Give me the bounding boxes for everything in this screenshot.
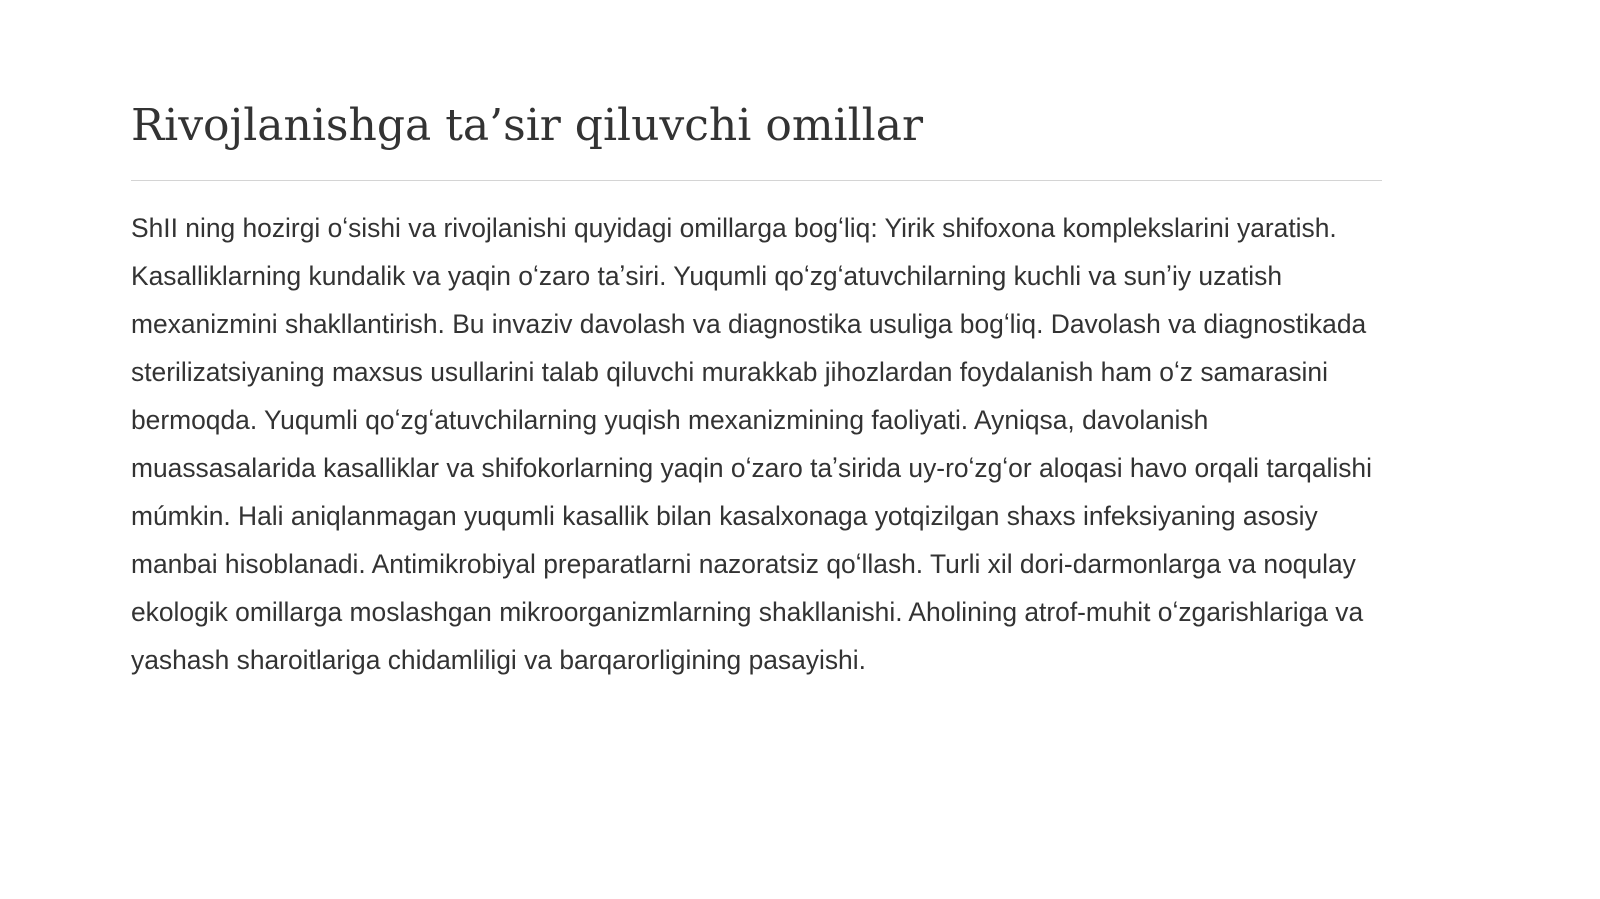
slide-body-text: ShII ning hozirgi oʻsishi va rivojlanishi quyidagi omillarga bogʻliq: Yirik shifoxona komplekslarini yaratish. Kasalliklarning kundalik va yaqin oʻzaro taʼsiri. Yuqumli qoʻzgʻatuvchilarning kuchli va sunʼiy uzatish mexanizmini shakllantirish. Bu invaziv davolash va diagnostika usuliga bogʻliq. Davolash va diagnostikada sterilizatsiyaning maxsus usullarini talab qiluvchi murakkab jihozlardan foydalanish ham oʻz samarasini bermoqda. Yuqumli qoʻzgʻatuvchilarning yuqish mexanizmining faoliyati. Ayniqsa, davolanish muassasalarida kasalliklar va shifokorlarning yaqin oʻzaro taʼsirida uy-roʻzgʻor aloqasi havo orqali tarqalishi múmkin. Hali aniqlanmagan yuqumli kasallik bilan kasalxonaga yotqizilgan shaxs infeksiyaning asosiy manbai hisoblanadi. Antimikrobiyal preparatlarni nazoratsiz qoʻllash. Turli xil dori-darmonlarga va noqulay ekologik omillarga moslashgan mikroorganizmlarning shakllanishi. Aholining atrof-muhit oʻzgarishlariga va yashash sharoitlariga chidamliligi va barqarorligining pasayishi. [131, 213, 1372, 675]
title-divider [131, 180, 1382, 181]
slide-title: Rivojlanishga ta’sir qiluvchi omillar [131, 100, 924, 151]
